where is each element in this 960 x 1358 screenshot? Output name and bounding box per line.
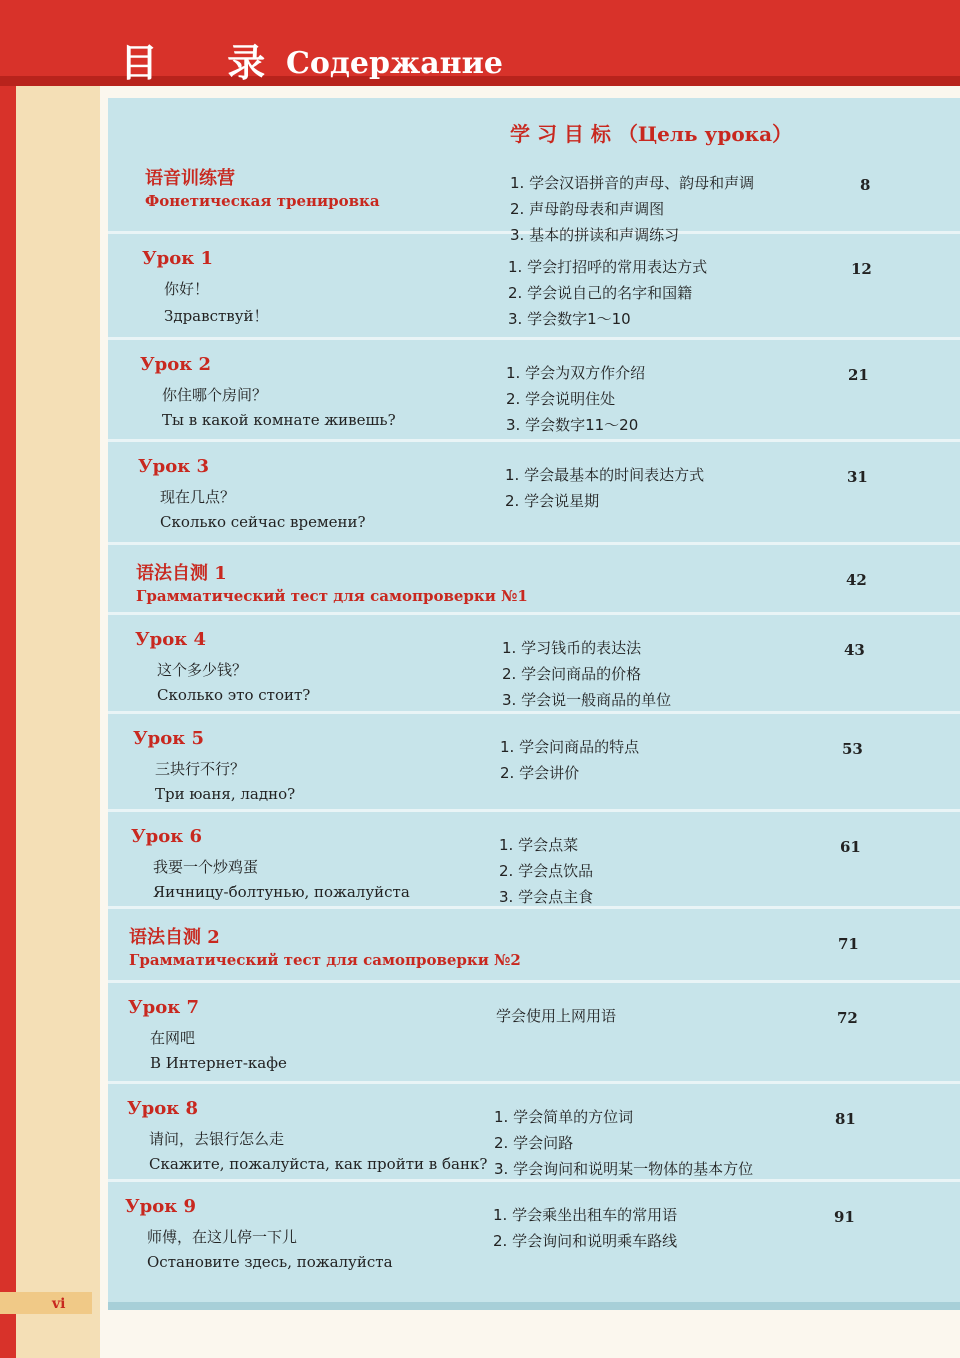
lesson-title-russian: Яичницу-болтунью, пожалуйста — [153, 883, 410, 901]
page-number-ref: 21 — [848, 366, 869, 384]
learning-goal: 3. 学会数字1～10 — [508, 310, 631, 328]
learning-goal: 1. 学会问商品的特点 — [500, 738, 640, 756]
learning-goal: 2. 学会问商品的价格 — [502, 665, 642, 683]
lesson-title-russian: Сколько сейчас времени? — [160, 513, 366, 531]
lesson-title: Урок 2 — [140, 354, 211, 375]
learning-goal: 2. 学会点饮品 — [499, 862, 594, 880]
learning-goal: 学会使用上网用语 — [496, 1007, 617, 1025]
lesson-title-russian: Остановите здесь, пожалуйста — [147, 1253, 393, 1271]
page-number-ref: 12 — [851, 260, 872, 278]
lesson-title: Урок 8 — [127, 1098, 198, 1119]
lesson-title: 语法自测 2 — [129, 927, 220, 948]
lesson-title-chinese: 你好！ — [164, 280, 210, 298]
lesson-title-chinese: 三块行不行？ — [155, 760, 246, 778]
page-number: vi — [52, 1296, 66, 1312]
lesson-title-russian: Скажите, пожалуйста, как пройти в банк? — [149, 1155, 488, 1173]
learning-goal: 3. 学会说一般商品的单位 — [502, 691, 672, 709]
lesson-title-russian: Сколько это стоит? — [157, 686, 311, 704]
learning-goal: 1. 学会汉语拼音的声母、韵母和声调 — [510, 174, 755, 192]
lesson-title-russian: Ты в какой комнате живешь? — [162, 411, 396, 429]
lesson-title-russian: Три юаня, ладно? — [155, 785, 296, 803]
page-number-ref: 42 — [846, 571, 867, 589]
learning-goal: 2. 学会说明住处 — [506, 390, 616, 408]
learning-goal: 1. 学会打招呼的常用表达方式 — [508, 258, 708, 276]
page-number-ref: 72 — [837, 1009, 858, 1027]
page-number-ref: 43 — [844, 641, 865, 659]
page-number-ref: 81 — [835, 1110, 856, 1128]
learning-goal: 3. 基本的拼读和声调练习 — [510, 226, 680, 244]
learning-goal: 1. 学会点菜 — [499, 836, 579, 854]
lesson-title: 语音训练营 — [145, 168, 235, 189]
lesson-title: Урок 6 — [131, 826, 202, 847]
lesson-title-russian: Здравствуй！ — [164, 307, 269, 325]
left-margin — [0, 86, 100, 1358]
goals-header: 学 习 目 标 （Цель урока） — [510, 122, 793, 146]
lesson-title: Урок 5 — [133, 728, 204, 749]
page-number-ref: 61 — [840, 838, 861, 856]
page-number-ref: 31 — [847, 468, 868, 486]
lesson-title: Урок 3 — [138, 456, 209, 477]
learning-goal: 1. 学会最基本的时间表达方式 — [505, 466, 705, 484]
learning-goal: 2. 声母韵母表和声调图 — [510, 200, 665, 218]
lesson-title: Урок 7 — [128, 997, 199, 1018]
page-number-band — [0, 1292, 92, 1314]
lesson-title-russian: В Интернет-кафе — [150, 1054, 287, 1072]
lesson-subtitle: Грамматический тест для самопроверки №2 — [129, 951, 521, 969]
learning-goal: 2. 学会说自己的名字和国籍 — [508, 284, 693, 302]
learning-goal: 2. 学会问路 — [494, 1134, 574, 1152]
red-strip — [0, 86, 16, 1358]
learning-goal: 3. 学会数字11～20 — [506, 416, 639, 434]
learning-goal: 1. 学习钱币的表达法 — [502, 639, 642, 657]
panel-bottom-band — [108, 1302, 960, 1310]
learning-goal: 2. 学会说星期 — [505, 492, 600, 510]
lesson-title-chinese: 在网吧 — [150, 1029, 196, 1047]
toc-row — [108, 909, 960, 983]
lesson-title: Урок 9 — [125, 1196, 196, 1217]
lesson-title: Урок 1 — [142, 248, 213, 269]
learning-goal: 2. 学会询问和说明乘车路线 — [493, 1232, 678, 1250]
lesson-title: 语法自测 1 — [136, 563, 227, 584]
title-russian: Содержание — [286, 46, 503, 81]
page-number-ref: 91 — [834, 1208, 855, 1226]
page-number-ref: 71 — [838, 935, 859, 953]
lesson-title-chinese: 现在几点？ — [160, 488, 236, 506]
learning-goal: 1. 学会简单的方位词 — [494, 1108, 634, 1126]
title-chinese: 目 录 — [120, 40, 294, 85]
learning-goal: 1. 学会乘坐出租车的常用语 — [493, 1206, 678, 1224]
lesson-subtitle: Грамматический тест для самопроверки №1 — [136, 587, 528, 605]
learning-goal: 2. 学会讲价 — [500, 764, 580, 782]
learning-goal: 3. 学会点主食 — [499, 888, 594, 906]
lesson-subtitle: Фонетическая тренировка — [145, 192, 380, 210]
lesson-title-chinese: 你住哪个房间？ — [162, 386, 268, 404]
learning-goal: 3. 学会询问和说明某一物体的基本方位 — [494, 1160, 754, 1178]
lesson-title-chinese: 我要一个炒鸡蛋 — [153, 858, 259, 876]
page-number-ref: 53 — [842, 740, 863, 758]
learning-goal: 1. 学会为双方作介绍 — [506, 364, 646, 382]
lesson-title-chinese: 这个多少钱？ — [157, 661, 248, 679]
lesson-title: Урок 4 — [135, 629, 206, 650]
lesson-title-chinese: 请问，去银行怎么走 — [149, 1130, 285, 1148]
lesson-title-chinese: 师傅，在这儿停一下儿 — [147, 1228, 298, 1246]
page-number-ref: 8 — [860, 176, 871, 194]
